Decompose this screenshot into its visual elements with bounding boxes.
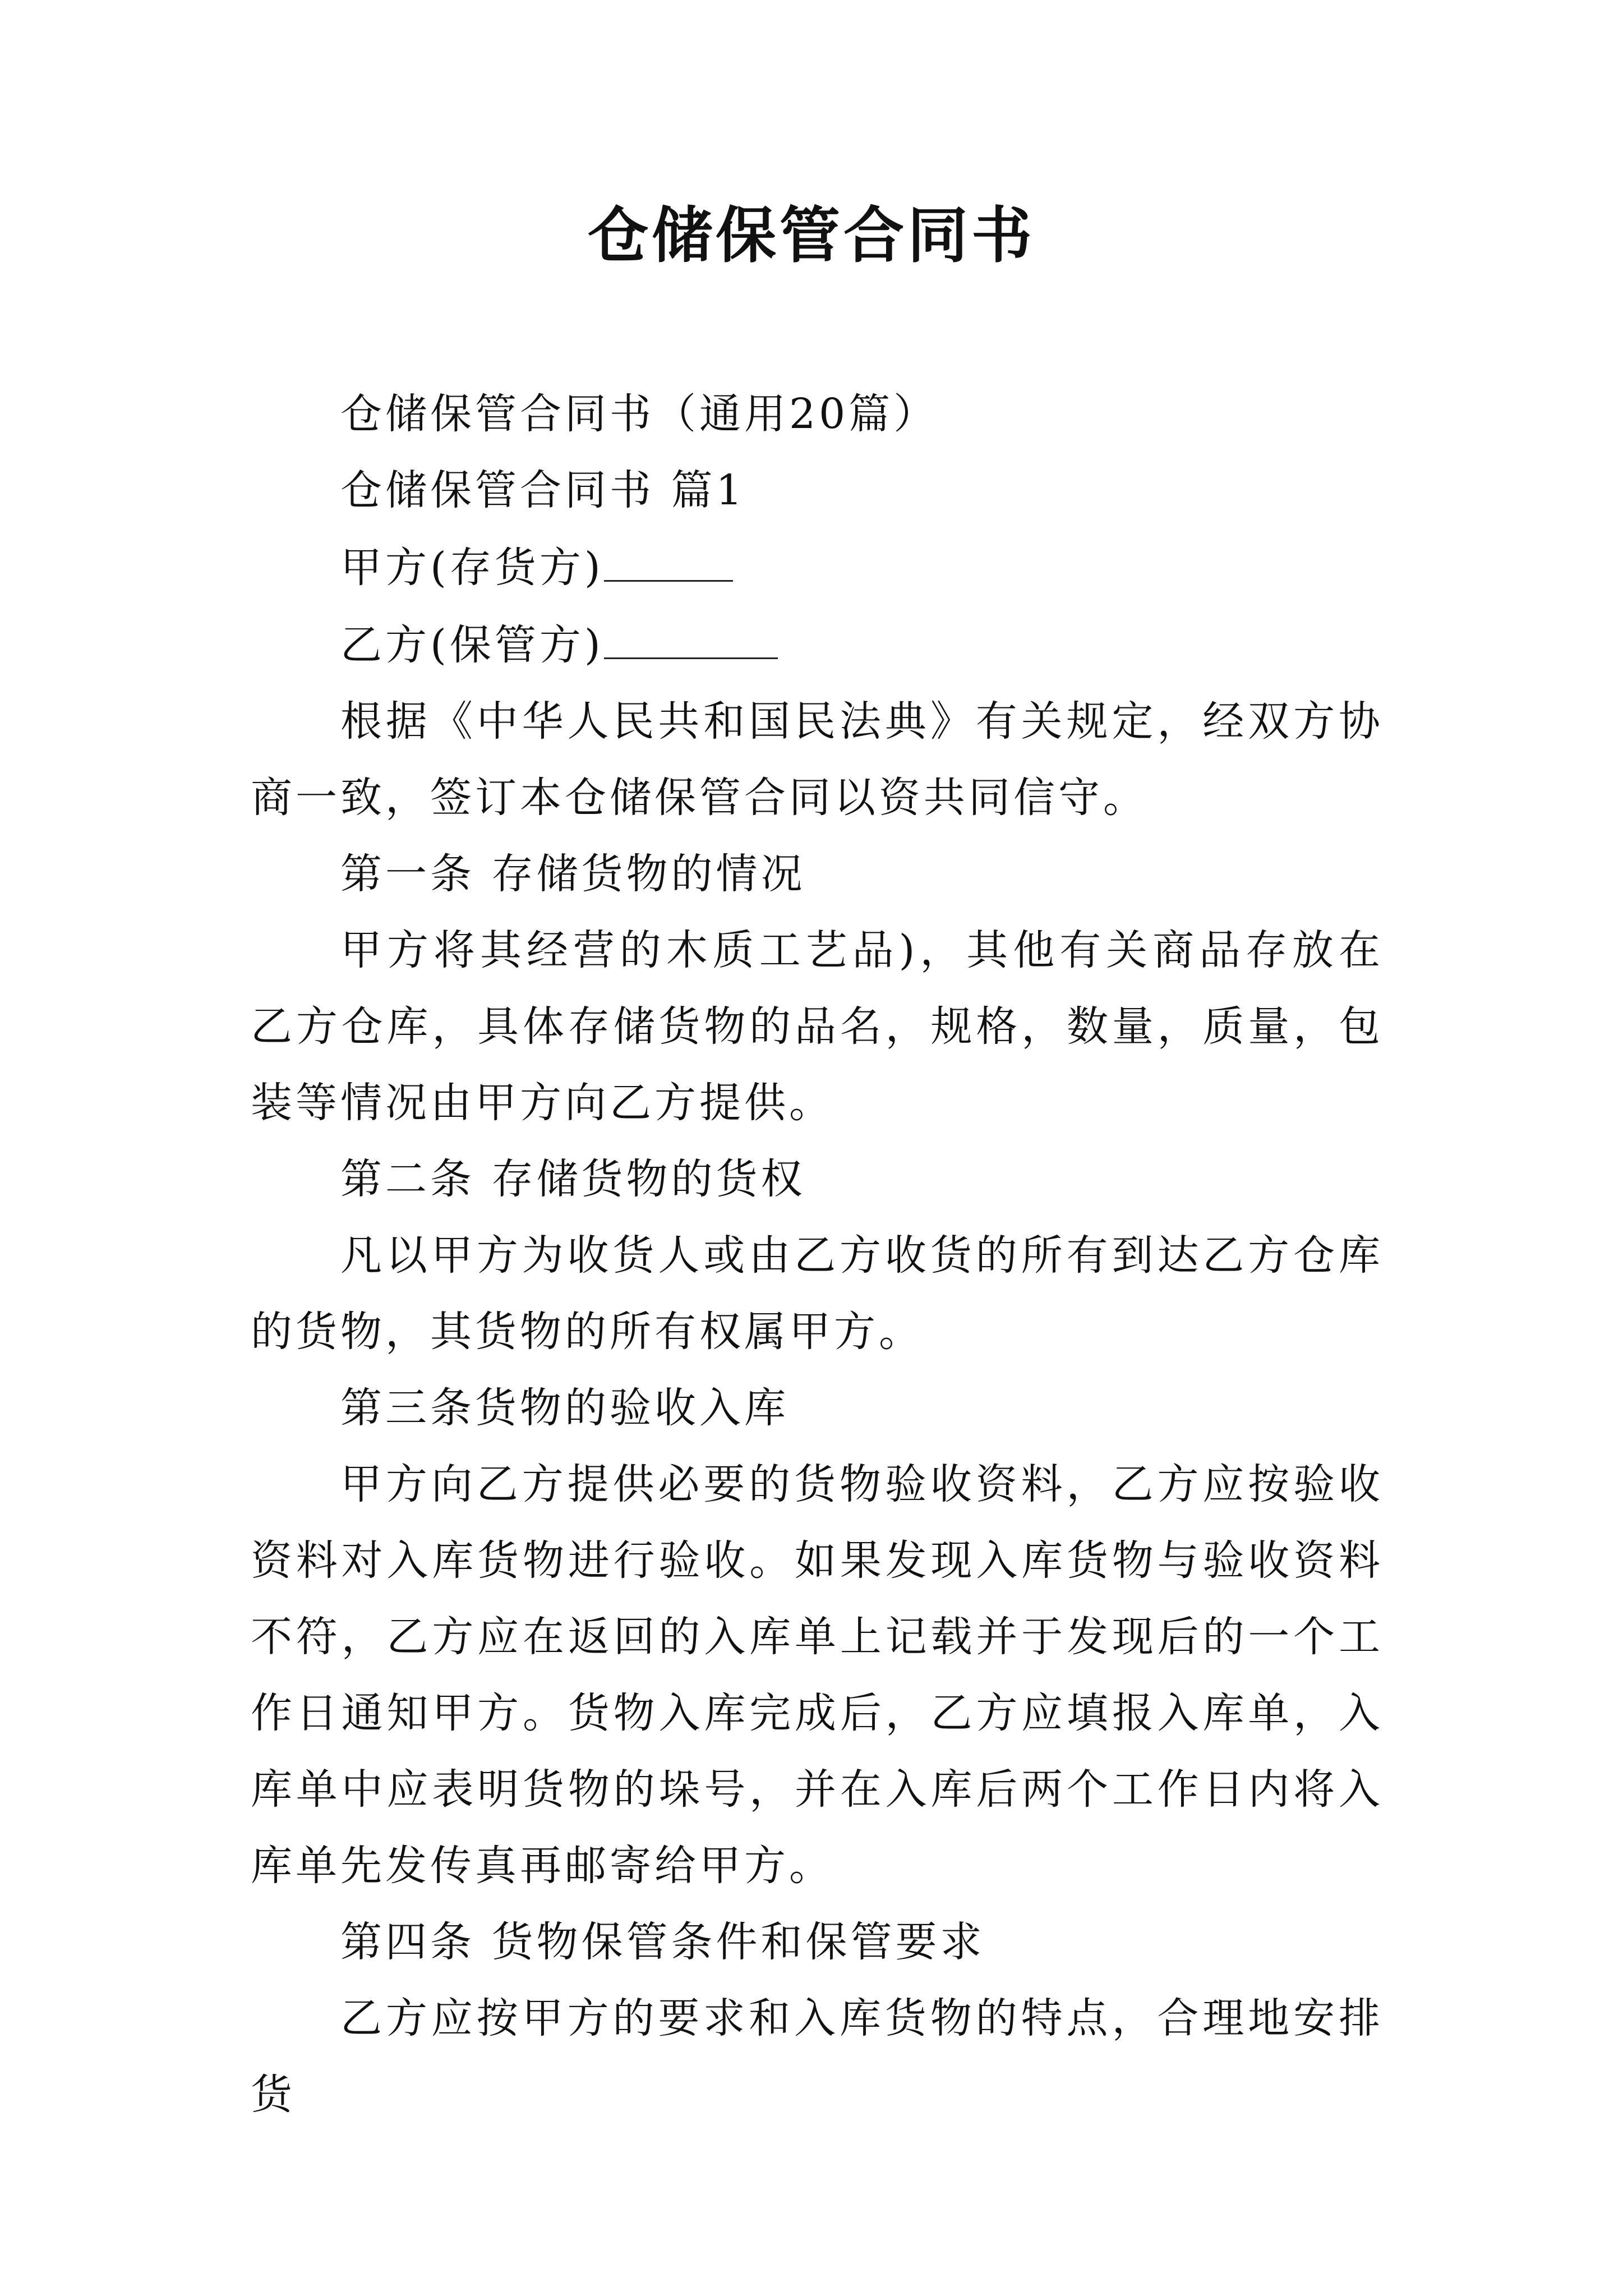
article-3-paragraph: 甲方向乙方提供必要的货物验收资料，乙方应按验收资料对入库货物进行验收。如果发现入库货物与验收资料不符，乙方应在返回的入库单上记载并于发现后的一个工作日通知甲方。货物入库完成后，乙方应填报入库单，入库单中应表明货物的垛号，并在入库后两个工作日内将入库单先发传真再邮寄给甲方。: [251, 1460, 1384, 1890]
document-title: 仓储保管合同书: [587, 200, 1035, 271]
party-b-label: 乙方(保管方): [340, 621, 604, 669]
article-2-heading: 第二条 存储货物的货权: [340, 1155, 806, 1203]
intro-paragraph: 根据《中华人民共和国民法典》有关规定，经双方协商一致，签订本仓储保管合同以资共同信守。: [251, 697, 1384, 822]
article-4-heading: 第四条 货物保管条件和保管要求: [340, 1918, 985, 1966]
article-1-heading: 第一条 存储货物的情况: [340, 850, 806, 898]
article-1-paragraph: 甲方将其经营的木质工艺品)，其他有关商品存放在乙方仓库，具体存储货物的品名，规格，数量，质量，包装等情况由甲方向乙方提供。: [251, 926, 1384, 1127]
party-b-line: [251, 606, 1384, 683]
party-a-blank: [604, 528, 733, 582]
article-2-paragraph: 凡以甲方为收货人或由乙方收货的所有到达乙方仓库的货物，其货物的所有权属甲方。: [251, 1231, 1384, 1356]
part-heading: 仓储保管合同书 篇1: [340, 466, 746, 514]
subtitle-line: 仓储保管合同书（通用20篇）: [340, 390, 939, 438]
article-3-heading: 第三条货物的验收入库: [340, 1384, 789, 1432]
party-a-line: [251, 528, 1384, 606]
party-a-label: 甲方(存货方): [340, 544, 604, 592]
article-4-paragraph: 乙方应按甲方的要求和入库货物的特点，合理地安排货: [251, 1994, 1384, 2119]
document-body: [251, 376, 1384, 2133]
party-b-blank: [604, 606, 778, 659]
